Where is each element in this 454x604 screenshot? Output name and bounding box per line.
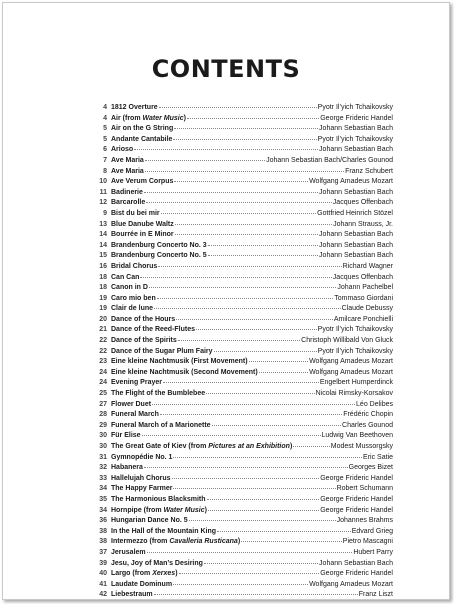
toc-entry [93, 262, 393, 273]
toc-entry [93, 124, 393, 135]
dot-leader [152, 404, 355, 405]
toc-entry [93, 304, 393, 315]
toc-entry [93, 590, 393, 601]
toc-entry [93, 251, 393, 262]
composer-name: Nicolai Rimsky-Korsakov [315, 390, 393, 398]
dot-leader [174, 181, 308, 182]
piece-title: Clair de lune [111, 305, 154, 313]
dot-leader [163, 382, 319, 383]
piece-title: Hallelujah Chorus [111, 474, 171, 482]
composer-name: Johann Sebastian Bach [319, 125, 393, 133]
toc-entry [93, 495, 393, 506]
page-number: 10 [99, 178, 107, 186]
piece-title: Ave Maria [111, 156, 144, 164]
piece-title: Für Elise [111, 432, 141, 440]
toc-entry [93, 209, 393, 220]
dot-leader [214, 351, 317, 352]
composer-name: Léo Delibes [356, 400, 393, 408]
piece-title: Evening Prayer [111, 379, 162, 387]
composer-name: Engelbert Humperdinck [319, 379, 393, 387]
toc-entry [93, 431, 393, 442]
composer-name: George Frideric Handel [320, 506, 393, 514]
toc-entry [93, 315, 393, 326]
composer-name: Ludwig Van Beethoven [321, 432, 393, 440]
composer-name: Johann Sebastian Bach [319, 559, 393, 567]
dot-leader [146, 202, 332, 203]
piece-title: Intermezzo (from Cavalleria Rusticana) [111, 538, 241, 546]
dot-leader [212, 425, 341, 426]
page-number: 34 [99, 506, 107, 514]
dot-leader [149, 287, 336, 288]
piece-title: Dance of the Reed-Flutes [111, 326, 196, 334]
toc-entry [93, 368, 393, 379]
page-title: CONTENTS [151, 55, 301, 83]
piece-title: Habanera [111, 464, 143, 472]
piece-title: Badinerie [111, 188, 143, 196]
piece-title: Blue Danube Waltz [111, 220, 174, 228]
toc-entry [93, 442, 393, 453]
piece-title: Bist du bei mir [111, 209, 160, 217]
toc-entry [93, 220, 393, 231]
dot-leader [173, 584, 308, 585]
toc-entry [93, 378, 393, 389]
dot-leader [154, 594, 358, 595]
dot-leader [249, 361, 309, 362]
page-number: 14 [99, 231, 107, 239]
dot-leader [157, 298, 334, 299]
piece-title: Air (from Water Music) [111, 114, 186, 122]
toc-entry [93, 421, 393, 432]
toc-entry [93, 537, 393, 548]
piece-title: Bourrée in E Minor [111, 231, 174, 239]
toc-entry [93, 400, 393, 411]
composer-name: Eric Satie [363, 453, 393, 461]
dot-leader [208, 255, 318, 256]
toc-entry [93, 156, 393, 167]
dot-leader [173, 457, 362, 458]
page-number: 41 [99, 580, 107, 588]
page-number: 39 [99, 559, 107, 567]
toc-entry [93, 516, 393, 527]
composer-name: George Frideric Handel [320, 114, 393, 122]
toc-entry [93, 527, 393, 538]
composer-name: Edvard Grieg [351, 527, 393, 535]
dot-leader [208, 245, 318, 246]
toc-entry [93, 135, 393, 146]
piece-title: Jesu, Joy of Man’s Desiring [111, 559, 203, 567]
piece-title: Air on the G String [111, 125, 174, 133]
piece-title: Dance of the Sugar Plum Fairy [111, 347, 213, 355]
page-number: 21 [99, 326, 107, 334]
dot-leader [145, 171, 344, 172]
toc-entry [93, 177, 393, 188]
page-number: 34 [99, 485, 107, 493]
toc-entry [93, 188, 393, 199]
dot-leader [189, 520, 336, 521]
toc-entry [93, 114, 393, 125]
dot-leader [175, 234, 318, 235]
page-number: 4 [103, 104, 107, 111]
piece-title: The Flight of the Bumblebee [111, 390, 206, 398]
dot-leader [208, 510, 319, 511]
piece-title: Largo (from Xerxes) [111, 570, 178, 578]
page-number: 24 [99, 379, 107, 387]
piece-title: Jerusalem [111, 548, 146, 556]
piece-title: Dance of the Spirits [111, 337, 177, 345]
piece-title: Brandenburg Concerto No. 3 [111, 241, 207, 249]
toc-entry [93, 167, 393, 178]
toc-entry [93, 273, 393, 284]
piece-title: The Happy Farmer [111, 485, 173, 493]
page-number: 18 [99, 284, 107, 292]
page-number: 30 [99, 443, 107, 450]
page-number: 9 [103, 209, 107, 217]
toc-entry [93, 294, 393, 305]
dot-leader [204, 563, 318, 564]
toc-entry [93, 103, 393, 114]
piece-title: Eine kleine Nachtmusik (Second Movement) [111, 368, 258, 376]
page-number: 40 [99, 570, 107, 578]
page-number: 5 [103, 125, 107, 133]
piece-title: Ave Maria [111, 167, 144, 175]
page-number: 8 [103, 167, 107, 175]
composer-name: George Frideric Handel [320, 474, 393, 482]
dot-leader [178, 340, 300, 341]
page-number: 6 [103, 146, 107, 154]
page-number: 25 [99, 390, 107, 398]
composer-name: George Frideric Handel [320, 570, 393, 578]
toc-entry [93, 389, 393, 400]
composer-name: Johann Sebastian Bach [319, 241, 393, 249]
page-number: 35 [99, 495, 107, 503]
composer-name: Johann Sebastian Bach [319, 146, 393, 154]
composer-name: Pyotr Il’yich Tchaikovsky [317, 347, 393, 355]
dot-leader [159, 107, 317, 108]
dot-leader [160, 414, 342, 415]
page-number: 5 [103, 135, 107, 143]
dot-leader [142, 435, 321, 436]
composer-name: Wolfgang Amadeus Mozart [309, 580, 393, 588]
piece-title: The Great Gate of Kiev (from Pictures at an Exhibition) [111, 443, 293, 450]
piece-title: Hornpipe (from Water Music) [111, 506, 207, 514]
dot-leader [217, 531, 351, 532]
dot-leader [179, 573, 320, 574]
toc-entry [93, 198, 393, 209]
composer-name: Pyotr Il’yich Tchaikovsky [317, 135, 393, 143]
toc-entry [93, 506, 393, 517]
composer-name: Richard Wagner [342, 262, 393, 270]
page-number: 23 [99, 358, 107, 366]
toc-entry [93, 569, 393, 580]
piece-title: Eine kleine Nachtmusik (First Movement) [111, 358, 248, 366]
dot-leader [174, 128, 318, 129]
composer-name: Pietro Mascagni [342, 538, 393, 546]
composer-name: Charles Gounod [342, 421, 393, 429]
composer-name: Jacques Offenbach [332, 273, 393, 281]
composer-name: Georges Bizet [348, 464, 393, 472]
composer-name: Wolfgang Amadeus Mozart [309, 358, 393, 366]
toc-entry [93, 559, 393, 570]
piece-title: Funeral March of a Marionette [111, 421, 211, 429]
toc-entry [93, 463, 393, 474]
piece-title: Flower Duet [111, 400, 152, 408]
piece-title: In the Hall of the Mountain King [111, 527, 216, 535]
page-number: 31 [99, 453, 107, 461]
page-number: 29 [99, 421, 107, 429]
toc-entry [93, 357, 393, 368]
dot-leader [187, 118, 319, 119]
toc-entry [93, 241, 393, 252]
composer-name: Franz Schubert [345, 167, 393, 175]
piece-title: Ave Verum Corpus [111, 178, 174, 186]
page-number: 13 [99, 220, 107, 228]
page-number: 27 [99, 400, 107, 408]
toc-entry [93, 453, 393, 464]
page-number: 15 [99, 252, 107, 260]
composer-name: Johann Sebastian Bach [319, 231, 393, 239]
page-number: 33 [99, 474, 107, 482]
dot-leader [140, 277, 331, 278]
piece-title: Laudate Dominum [111, 580, 173, 588]
toc-entry [93, 325, 393, 336]
page-number: 38 [99, 538, 107, 546]
page-number: 37 [99, 548, 107, 556]
page-number: 7 [103, 156, 107, 164]
toc-entry [93, 283, 393, 294]
dot-leader [172, 478, 320, 479]
book-page [2, 2, 450, 600]
dot-leader [158, 266, 341, 267]
piece-title: Canon in D [111, 284, 148, 292]
composer-name: Amilcare Ponchielli [333, 315, 393, 323]
composer-name: Pyotr Il’yich Tchaikovsky [317, 104, 393, 111]
page-number: 30 [99, 432, 107, 440]
piece-title: Dance of the Hours [111, 315, 176, 323]
page-number: 22 [99, 347, 107, 355]
composer-name: Christoph Willibald Von Gluck [301, 337, 393, 345]
dot-leader [293, 446, 329, 447]
piece-title: Caro mio ben [111, 294, 156, 302]
piece-title: Brandenburg Concerto No. 5 [111, 252, 207, 260]
dot-leader [173, 488, 335, 489]
dot-leader [196, 329, 317, 330]
toc-entry [93, 410, 393, 421]
toc-entry [93, 336, 393, 347]
composer-name: Frédéric Chopin [343, 411, 393, 419]
toc-entry [93, 484, 393, 495]
composer-name: Johann Pachelbel [337, 284, 393, 292]
page-number: 18 [99, 273, 107, 281]
dot-leader [134, 149, 318, 150]
dot-leader [176, 319, 333, 320]
page-number: 14 [99, 241, 107, 249]
piece-title: Arioso [111, 146, 134, 154]
composer-name: George Frideric Handel [320, 495, 393, 503]
piece-title: Gymnopédie No. 1 [111, 453, 173, 461]
composer-name: Johannes Brahms [336, 517, 393, 525]
composer-name: Johann Strauss, Jr. [333, 220, 393, 228]
composer-name: Johann Sebastian Bach/Charles Gounod [266, 156, 393, 164]
composer-name: Franz Liszt [358, 591, 393, 599]
page-number: 32 [99, 464, 107, 472]
page-number: 38 [99, 527, 107, 535]
composer-name: Johann Sebastian Bach [319, 252, 393, 260]
composer-name: Pyotr Il’yich Tchaikovsky [317, 326, 393, 334]
dot-leader [154, 308, 341, 309]
dot-leader [161, 213, 317, 214]
composer-name: Modest Mussorgsky [330, 443, 393, 450]
dot-leader [173, 139, 316, 140]
page-number: 16 [99, 262, 107, 270]
piece-title: 1812 Overture [111, 104, 158, 111]
page-number: 24 [99, 368, 107, 376]
composer-name: Wolfgang Amadeus Mozart [309, 178, 393, 186]
toc-entry [93, 347, 393, 358]
page-number: 28 [99, 411, 107, 419]
page-number: 22 [99, 337, 107, 345]
dot-leader [259, 372, 308, 373]
piece-title: Funeral March [111, 411, 159, 419]
contents-list [93, 103, 393, 601]
composer-name: Hubert Parry [353, 548, 393, 556]
piece-title: Hungarian Dance No. 5 [111, 517, 188, 525]
page-number: 20 [99, 315, 107, 323]
dot-leader [241, 541, 342, 542]
dot-leader [145, 160, 265, 161]
toc-entry [93, 474, 393, 485]
dot-leader [175, 224, 332, 225]
piece-title: Can Can [111, 273, 140, 281]
piece-title: Barcarolle [111, 199, 146, 207]
dot-leader [207, 499, 320, 500]
composer-name: Gottfried Heinrich Stözel [317, 209, 393, 217]
toc-entry [93, 548, 393, 559]
composer-name: Robert Schumann [336, 485, 393, 493]
toc-entry [93, 230, 393, 241]
dot-leader [206, 393, 314, 394]
page-number: 36 [99, 517, 107, 525]
composer-name: Johann Sebastian Bach [319, 188, 393, 196]
dot-leader [144, 467, 348, 468]
piece-title: Liebestraum [111, 591, 153, 599]
dot-leader [147, 552, 353, 553]
page-number: 12 [99, 199, 107, 207]
page-number: 11 [99, 188, 107, 196]
piece-title: Andante Cantabile [111, 135, 173, 143]
composer-name: Tommaso Giordani [334, 294, 393, 302]
page-number: 42 [99, 591, 107, 599]
composer-name: Wolfgang Amadeus Mozart [309, 368, 393, 376]
page-number: 19 [99, 305, 107, 313]
toc-entry [93, 580, 393, 591]
dot-leader [144, 192, 318, 193]
composer-name: Claude Debussy [341, 305, 393, 313]
page-number: 19 [99, 294, 107, 302]
page-number: 4 [103, 114, 107, 122]
composer-name: Jacques Offenbach [332, 199, 393, 207]
toc-entry [93, 145, 393, 156]
piece-title: Bridal Chorus [111, 262, 158, 270]
piece-title: The Harmonious Blacksmith [111, 495, 206, 503]
